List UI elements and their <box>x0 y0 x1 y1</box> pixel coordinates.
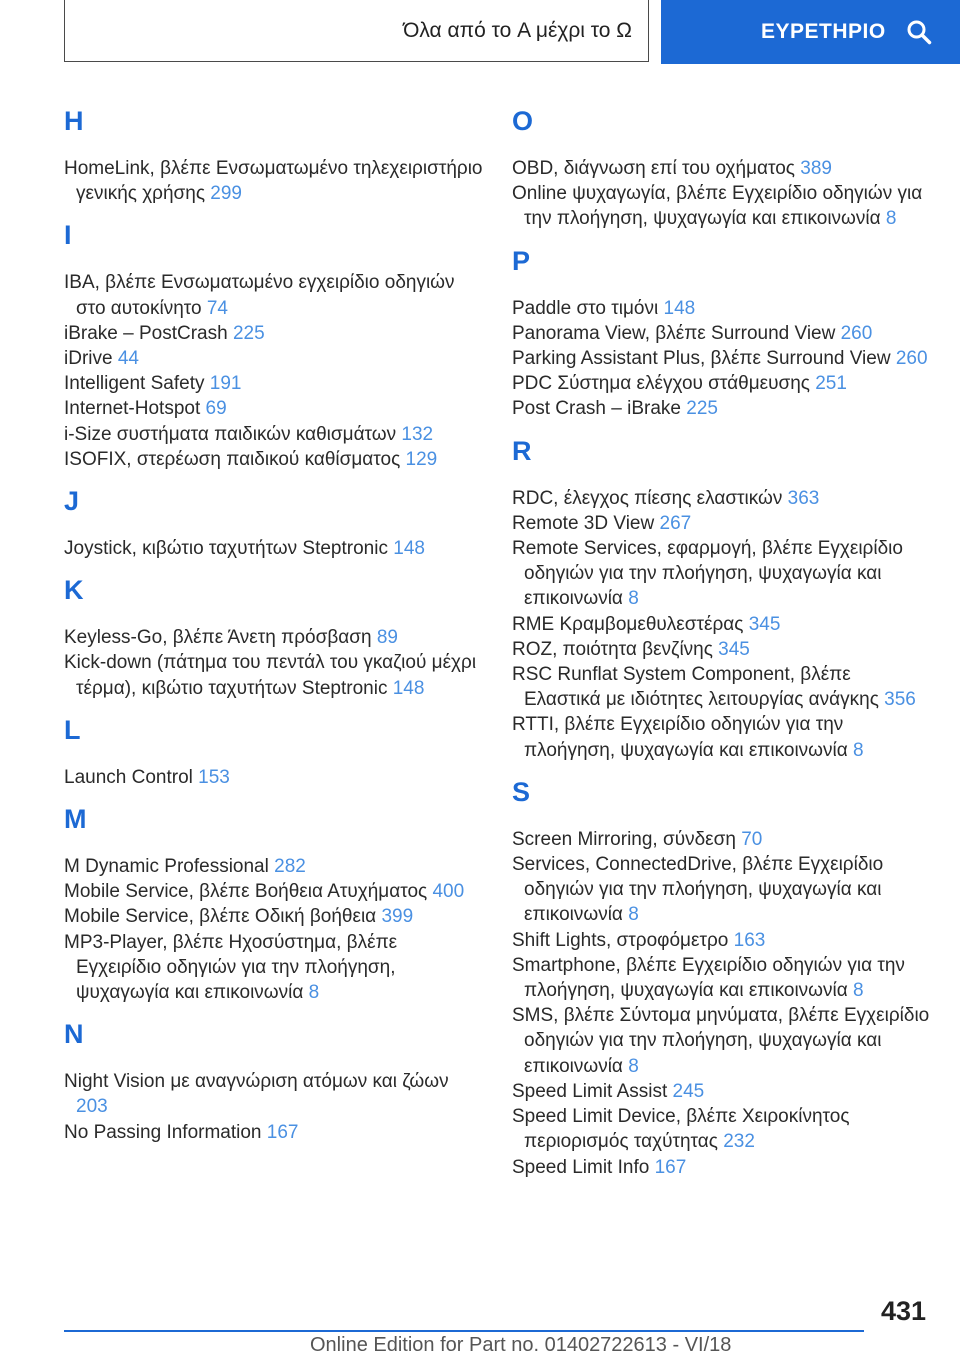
page-link[interactable]: 260 <box>840 322 873 344</box>
page-link[interactable]: 167 <box>266 1121 299 1143</box>
index-section <box>512 104 932 232</box>
index-entry <box>512 662 932 712</box>
page-link[interactable]: 148 <box>393 538 425 560</box>
page-link[interactable]: 153 <box>198 766 230 788</box>
index-section <box>64 484 484 561</box>
entry-list <box>512 486 932 763</box>
index-section <box>64 713 484 790</box>
page-link[interactable]: 163 <box>733 929 766 951</box>
index-section <box>64 802 484 1005</box>
index-section <box>64 1017 484 1145</box>
page-link[interactable]: 299 <box>210 183 242 205</box>
entry-text: MP3-Player, βλέπε Ηχοσύστημα, βλέπε Εγχειρίδιο οδηγιών για την πλοήγηση, ψυχαγωγία και επικοινωνία <box>64 931 398 1004</box>
index-entry <box>512 371 932 396</box>
entry-text: RSC Runflat System Component, βλέπε Ελαστικά με ιδιότητες λειτουργίας ανάγκης <box>512 664 879 711</box>
index-entry <box>64 321 484 346</box>
index-entry <box>512 953 932 1003</box>
entry-list <box>512 296 932 422</box>
index-entry <box>512 486 932 511</box>
entry-text: Night Vision με αναγνώριση ατόμων και ζώων <box>64 1071 449 1093</box>
index-entry <box>512 1003 932 1079</box>
edition-info: Online Edition for Part no. 01402722613 - VI/18 <box>310 1334 732 1356</box>
index-entry <box>512 1104 932 1154</box>
entry-text: Speed Limit Device, βλέπε Χειροκίνητος περιορισμός ταχύτητας <box>512 1106 850 1153</box>
page-link[interactable]: 399 <box>381 906 414 928</box>
entry-text: Online ψυχαγωγία, βλέπε Εγχειρίδιο οδηγιών για την πλοήγηση, ψυχαγωγία και επικοινωνία <box>512 183 923 230</box>
entry-text: Internet-Hotspot <box>64 398 201 420</box>
index-entry <box>64 930 484 1006</box>
index-column-left <box>64 104 484 1157</box>
entry-text: RTTI, βλέπε Εγχειρίδιο οδηγιών για την πλοήγηση, ψυχαγωγία και επικοινωνία <box>512 714 848 761</box>
entry-text: OBD, διάγνωση επί του οχήματος <box>512 158 795 179</box>
page-link[interactable]: 282 <box>274 856 306 878</box>
section-letter: K <box>64 575 84 606</box>
index-entry <box>512 1079 932 1104</box>
index-entry <box>64 765 484 790</box>
page-link[interactable]: 148 <box>663 297 696 319</box>
entry-list <box>512 827 932 1180</box>
page-link[interactable]: 225 <box>232 322 265 344</box>
entry-text: RDC, έλεγχος πίεσης ελαστικών <box>512 487 783 509</box>
index-entry <box>512 396 932 421</box>
page-link[interactable]: 8 <box>308 982 320 1004</box>
entry-text: M Dynamic Professional <box>64 856 269 878</box>
entry-text: HomeLink, βλέπε Ενσωματωμένο τηλεχειριστήριο γενικής χρήσης <box>64 158 483 205</box>
page-link[interactable]: 400 <box>432 881 465 903</box>
section-letter: N <box>64 1019 84 1050</box>
index-section <box>64 573 484 701</box>
entry-list <box>64 625 484 701</box>
index-entry <box>64 625 484 650</box>
entry-text: Mobile Service, βλέπε Οδική βοήθεια <box>64 906 377 928</box>
entry-text: iBrake – PostCrash <box>64 322 228 344</box>
page-link[interactable]: 345 <box>748 613 781 635</box>
section-letter: L <box>64 714 81 745</box>
entry-text: Services, ConnectedDrive, βλέπε Εγχειρίδιο οδηγιών για την πλοήγηση, ψυχαγωγία και επικοινωνία <box>512 854 884 926</box>
entry-text: Parking Assistant Plus, βλέπε Surround View <box>512 348 891 370</box>
page-link[interactable]: 8 <box>628 904 639 926</box>
index-entry <box>64 270 484 320</box>
index-entry <box>512 637 932 662</box>
entry-list <box>64 854 484 1005</box>
page-link[interactable]: 70 <box>741 828 763 850</box>
entry-text: Intelligent Safety <box>64 373 205 395</box>
entry-text: Speed Limit Info <box>512 1156 650 1178</box>
page-link[interactable]: 167 <box>654 1156 687 1178</box>
tab-index-label: ΕΥΡΕΤΗΡΙΟ <box>761 20 886 43</box>
index-entry <box>64 1120 484 1145</box>
index-entry <box>64 422 484 447</box>
index-column-right <box>512 104 932 1192</box>
index-section <box>64 218 484 472</box>
tab-index[interactable] <box>661 0 960 64</box>
entry-text: Launch Control <box>64 766 193 788</box>
section-letter: H <box>64 106 84 136</box>
entry-list <box>64 1069 484 1145</box>
entry-text: Remote Services, εφαρμογή, βλέπε Εγχειρίδιο οδηγιών για την πλοήγηση, ψυχαγωγία και επικοινωνία <box>512 538 903 610</box>
index-entry <box>64 1069 484 1119</box>
page-link[interactable]: 232 <box>723 1131 755 1153</box>
page-link[interactable]: 129 <box>405 448 438 470</box>
index-entry <box>512 1155 932 1180</box>
index-section <box>512 434 932 763</box>
entry-text: Panorama View, βλέπε Surround View <box>512 322 836 344</box>
page-link[interactable]: 345 <box>718 638 750 660</box>
page-link[interactable]: 389 <box>800 158 832 179</box>
page-link[interactable]: 148 <box>392 677 425 699</box>
entry-list <box>64 765 484 790</box>
entry-text: Screen Mirroring, σύνδεση <box>512 828 736 850</box>
index-entry <box>64 536 484 561</box>
index-entry <box>64 346 484 371</box>
section-letter: P <box>512 245 531 276</box>
entry-text: IBA, βλέπε Ενσωματωμένο εγχειρίδιο οδηγιών στο αυτοκίνητο <box>64 272 455 319</box>
entry-list <box>64 536 484 561</box>
entry-text: Kick-down (πάτημα του πεντάλ του γκαζιού μέχρι τέρμα), κιβώτιο ταχυτήτων Steptronic <box>64 652 477 699</box>
search-icon <box>906 19 932 45</box>
index-entry <box>512 536 932 612</box>
entry-text: ROZ, ποιότητα βενζίνης <box>512 638 713 660</box>
entry-text: ISOFIX, στερέωση παιδικού καθίσματος <box>64 448 401 470</box>
entry-text: Remote 3D View <box>512 512 655 534</box>
index-entry <box>512 346 932 371</box>
page-link[interactable]: 69 <box>205 398 227 420</box>
page-link[interactable]: 74 <box>206 297 228 319</box>
tab-a-to-z-label: Όλα από το A μέχρι το Ω <box>403 18 632 42</box>
index-section <box>512 775 932 1180</box>
page-link[interactable]: 363 <box>787 487 820 509</box>
page-link[interactable]: 8 <box>885 208 897 230</box>
index-entry <box>512 321 932 346</box>
page-link[interactable]: 356 <box>884 689 916 711</box>
index-entry <box>64 447 484 472</box>
index-entry <box>512 511 932 536</box>
entry-text: No Passing Information <box>64 1121 262 1143</box>
index-entry <box>64 156 484 206</box>
section-letter: I <box>64 220 72 251</box>
section-letter: R <box>512 435 532 466</box>
page-link[interactable]: 8 <box>853 980 864 1002</box>
index-entry <box>512 712 932 762</box>
page-number: 431 <box>880 1296 926 1326</box>
page-link[interactable]: 267 <box>659 512 692 534</box>
section-letter: M <box>64 804 87 835</box>
footer-divider <box>64 1330 864 1332</box>
page-link[interactable]: 251 <box>815 373 847 395</box>
entry-text: Mobile Service, βλέπε Βοήθεια Ατυχήματος <box>64 881 428 903</box>
index-entry <box>64 396 484 421</box>
index-entry <box>64 650 484 700</box>
entry-text: i-Size συστήματα παιδικών καθισμάτων <box>64 423 397 445</box>
entry-text: Post Crash – iBrake <box>512 398 681 420</box>
page-link[interactable]: 8 <box>628 588 639 610</box>
index-entry <box>64 904 484 929</box>
entry-list <box>512 156 932 232</box>
page-link[interactable]: 8 <box>853 739 864 761</box>
index-section <box>64 104 484 206</box>
page-link[interactable]: 8 <box>628 1055 639 1077</box>
page-link[interactable]: 191 <box>209 373 242 395</box>
tab-a-to-z[interactable] <box>64 0 649 62</box>
page-link[interactable]: 44 <box>117 348 139 370</box>
entry-text: Keyless-Go, βλέπε Άνετη πρόσβαση <box>64 627 372 649</box>
section-letter: S <box>512 776 531 807</box>
page-link[interactable]: 225 <box>686 398 718 420</box>
index-entry <box>64 879 484 904</box>
page-link[interactable]: 89 <box>376 627 398 649</box>
entry-text: Paddle στο τιμόνι <box>512 297 659 319</box>
entry-list <box>64 156 484 206</box>
page-link[interactable]: 203 <box>76 1096 108 1118</box>
entry-text: PDC Σύστημα ελέγχου στάθμευσης <box>512 373 810 395</box>
top-navigation <box>0 0 960 66</box>
index-entry <box>64 371 484 396</box>
entry-text: Smartphone, βλέπε Εγχειρίδιο οδηγιών για την πλοήγηση, ψυχαγωγία και επικοινωνία <box>512 954 905 1002</box>
entry-text: RME Κραμβομεθυλεστέρας <box>512 613 744 635</box>
entry-text: Shift Lights, στροφόμετρο <box>512 929 729 951</box>
index-entry <box>512 852 932 928</box>
section-letter: J <box>64 486 80 517</box>
index-entry <box>512 928 932 953</box>
page-link[interactable]: 245 <box>672 1080 705 1102</box>
index-entry <box>512 827 932 852</box>
index-entry <box>512 156 932 181</box>
index-entry <box>512 612 932 637</box>
index-entry <box>512 181 932 231</box>
index-entry <box>64 854 484 879</box>
page-link[interactable]: 132 <box>401 423 434 445</box>
index-section <box>512 244 932 422</box>
entry-text: Speed Limit Assist <box>512 1080 668 1102</box>
entry-text: SMS, βλέπε Σύντομα μηνύματα, βλέπε Εγχειρίδιο οδηγιών για την πλοήγηση, ψυχαγωγία και επικοινωνία <box>512 1005 930 1077</box>
entry-text: Joystick, κιβώτιο ταχυτήτων Steptronic <box>64 538 388 560</box>
page-link[interactable]: 260 <box>895 348 928 370</box>
section-letter: O <box>512 106 534 136</box>
entry-list <box>64 270 484 472</box>
index-entry <box>512 296 932 321</box>
entry-text: iDrive <box>64 348 113 370</box>
